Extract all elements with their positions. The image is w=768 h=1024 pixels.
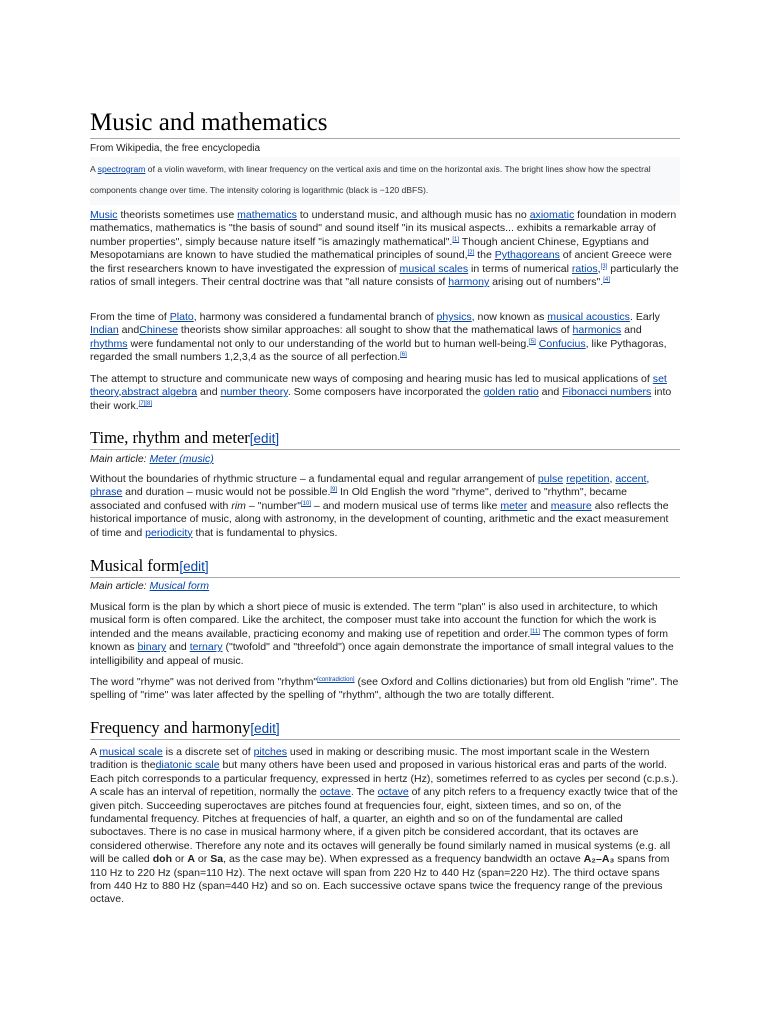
body-text: or — [194, 853, 211, 866]
body-text: of ancient Greece were the first researchers known to have investigated the expression of — [90, 249, 672, 275]
intro-paragraph-3 — [90, 373, 680, 413]
section-paragraph — [90, 473, 680, 540]
body-text: . The — [350, 786, 378, 799]
bold-text: A₂–A₃ — [583, 853, 615, 866]
reference-link[interactable]: [contradiction] — [317, 677, 355, 683]
section-paragraph — [90, 676, 680, 703]
inline-link-repetition[interactable]: repetition — [566, 473, 610, 485]
reference-link[interactable]: [9] — [330, 487, 338, 494]
section-heading-frequency-harmony — [90, 718, 680, 740]
inline-link-musical-scales[interactable]: musical scales — [399, 262, 469, 275]
inline-link-pitches[interactable]: pitches — [253, 746, 287, 758]
intro-paragraph-2 — [90, 311, 680, 365]
body-text: , harmony was considered a fundamental branch of — [193, 311, 437, 323]
body-text: were fundamental not only to our understanding of the world but to human well-being. — [127, 337, 530, 350]
inline-link-abstract-algebra[interactable]: abstract algebra — [121, 386, 198, 399]
inline-link-music[interactable]: Music — [90, 209, 118, 221]
section-title: Musical form — [90, 556, 180, 575]
inline-link-pythagoreans[interactable]: Pythagoreans — [494, 249, 560, 262]
inline-link-musical-scale[interactable]: musical scale — [99, 746, 163, 758]
reference-link[interactable]: [2] — [467, 250, 475, 257]
body-text: The attempt to structure and communicate new ways of composing and hearing music has led to musical applications of — [90, 373, 653, 385]
page-title: Music and mathematics — [90, 107, 680, 139]
section-title: Frequency and harmony — [90, 718, 251, 737]
body-text: – "number" — [245, 499, 301, 512]
body-text: . Early — [629, 311, 660, 323]
body-text: , — [118, 386, 122, 399]
body-text: From the time of — [90, 311, 170, 323]
body-text: A — [90, 746, 100, 758]
body-text: is a discrete set of — [162, 746, 254, 758]
body-text: , — [646, 473, 650, 485]
reference-marker[interactable] — [530, 629, 540, 635]
hatnote-link-meter-music[interactable]: Meter (music) — [149, 453, 214, 465]
reference-link[interactable]: [5] — [529, 338, 536, 345]
body-text: , — [609, 473, 616, 485]
reference-marker[interactable] — [317, 677, 354, 683]
body-text: , like Pythagoras, regarded the small numbers 1,2,3,4 as the source of all perfection. — [90, 337, 667, 364]
body-text: . Some composers have incorporated the — [287, 386, 484, 399]
body-text: spans from 110 Hz to 220 Hz (span=110 Hz). The next octave will span from 220 Hz to 440 Hz (span=220 Hz). The third octave spans from 440 Hz to 880 Hz (span=440 Hz) and so on. Each successive octave spans twice the frequency range of the previous octave. — [90, 853, 670, 906]
body-text: to understand music, and although music has no — [296, 209, 530, 221]
section-paragraph — [90, 746, 680, 907]
inline-link-harmony[interactable]: harmony — [448, 276, 490, 289]
inline-link-confucius[interactable]: Confucius — [538, 337, 586, 350]
body-text: and — [538, 386, 563, 399]
body-text: and — [527, 499, 551, 512]
body-text: – and modern musical use of terms like — [310, 499, 501, 512]
caption-link-spectrogram[interactable]: spectrogram — [97, 164, 146, 174]
inline-link-plato[interactable]: Plato — [169, 311, 194, 323]
reference-link[interactable]: [1] — [452, 236, 460, 243]
reference-link[interactable]: [4] — [603, 277, 610, 284]
body-text: The common types of form known as — [90, 627, 669, 654]
hatnote-prefix: Main article: — [90, 453, 150, 465]
inline-link-musical-acoustics[interactable]: musical acoustics — [547, 311, 630, 323]
section-heading-time-rhythm-meter — [90, 428, 680, 450]
body-text: also reflects the historical importance of music, along with astronomy, in the development of counting, arithmetic and the exact measurement of time and — [90, 499, 669, 539]
body-text: but many others have been used and proposed in various historical eras and parts of the world. Each pitch corresponds to a particular frequency, expressed in hertz (Hz), sometimes referred to as cycles per second (c.p.s.). A scale has an interval of repetition, normally the — [90, 759, 679, 799]
reference-marker[interactable] — [529, 339, 536, 345]
body-text: particularly the ratios of small integers. Their central doctrine was that "all nature consists of — [90, 262, 679, 289]
body-text: and — [118, 324, 140, 337]
inline-link-chinese[interactable]: Chinese — [139, 324, 178, 337]
body-text: the — [474, 249, 495, 262]
caption-lead: A — [90, 164, 98, 174]
body-text: , as the case may be). When expressed as a frequency bandwidth an octave — [223, 853, 584, 866]
body-text: and — [197, 386, 221, 399]
inline-link-phrase[interactable]: phrase — [90, 486, 123, 499]
reference-link[interactable]: [3] — [600, 263, 608, 270]
body-text: or — [172, 853, 188, 866]
reference-marker[interactable] — [400, 352, 407, 358]
body-text: arising out of numbers". — [489, 276, 604, 289]
body-text: theorists show similar approaches: all sought to show that the mathematical laws of — [177, 324, 573, 337]
inline-link-measure[interactable]: measure — [550, 499, 592, 512]
hatnote-link-musical-form[interactable]: Musical form — [149, 580, 210, 592]
bold-text: doh — [152, 853, 173, 866]
bold-text: Sa — [210, 853, 224, 866]
inline-link-diatonic-scale[interactable]: diatonic scale — [155, 759, 220, 772]
reference-marker[interactable] — [139, 401, 152, 407]
body-text: In Old English the word "rhyme", derived to "rhythm", became associated and confused with — [90, 486, 627, 512]
reference-link[interactable]: [6] — [400, 352, 407, 359]
inline-link-mathematics[interactable]: mathematics — [237, 209, 297, 221]
inline-link-octave[interactable]: octave — [377, 786, 409, 799]
inline-link-indian[interactable]: Indian — [90, 324, 119, 337]
inline-link-physics[interactable]: physics — [436, 311, 472, 323]
body-text: foundation in modern mathematics, mathematics is "the basis of sound" and sound itself "in its musical aspects... exhibits a remarkable array of number properties", simply because nature itself "is amazingly mathematical". — [90, 209, 677, 248]
body-text: into their work. — [90, 386, 672, 412]
body-text: , now known as — [471, 311, 548, 323]
caption-text: of a violin waveform, with linear frequency on the vertical axis and time on the horizontal axis. The bright lines show how the spectral components change over time. The intensity coloring is logarithmic (black is −120 dBFS). — [90, 164, 651, 195]
body-text: theorists sometimes use — [117, 209, 238, 221]
inline-link-number-theory[interactable]: number theory — [220, 386, 288, 399]
inline-link-set-theory[interactable]: set theory — [90, 373, 667, 399]
page-subtitle: From Wikipedia, the free encyclopedia — [90, 143, 261, 154]
inline-link-axiomatic[interactable]: axiomatic — [529, 209, 575, 221]
inline-link-periodicity[interactable]: periodicity — [145, 526, 193, 539]
reference-link[interactable]: [10] — [300, 500, 311, 507]
inline-link-pulse[interactable]: pulse — [537, 473, 564, 485]
inline-link-accent[interactable]: accent — [615, 473, 647, 485]
inline-link-ratios[interactable]: ratios — [571, 262, 598, 275]
inline-link-binary[interactable]: binary — [137, 641, 167, 654]
reference-marker[interactable] — [301, 501, 311, 507]
inline-link-harmonics[interactable]: harmonics — [572, 324, 622, 337]
body-text: and duration – music would not be possible. — [122, 486, 331, 499]
edit-link[interactable]: [edit] — [249, 431, 280, 446]
figure-caption — [90, 157, 680, 205]
edit-link[interactable]: [edit] — [179, 559, 209, 574]
inline-link-ternary[interactable]: ternary — [189, 641, 223, 654]
body-text: ("twofold" and "threefold") once again demonstrate the importance of small integral values to the intelligibility and appeal of music. — [90, 641, 674, 667]
bold-text: A — [187, 853, 195, 866]
body-text: Without the boundaries of rhythmic structure – a fundamental equal and regular arrangement of — [90, 473, 538, 485]
body-text: that is fundamental to physics. — [192, 526, 338, 539]
section-paragraph — [90, 601, 680, 668]
hatnote-meter — [90, 453, 680, 466]
body-text: in terms of numerical — [468, 262, 572, 275]
hatnote-musical-form — [90, 580, 680, 593]
reference-link[interactable]: [7][8] — [138, 400, 152, 407]
body-text: and — [621, 324, 642, 337]
reference-link[interactable]: [11] — [530, 628, 540, 635]
body-text: Though ancient Chinese, Egyptians and Mesopotamians are known to have studied the mathematical principles of sound, — [90, 235, 649, 262]
intro-paragraph-1 — [90, 209, 680, 289]
reference-marker[interactable] — [603, 277, 610, 283]
edit-link[interactable]: [edit] — [250, 721, 280, 736]
body-text: , — [597, 262, 601, 275]
inline-link-rhythms[interactable]: rhythms — [90, 337, 128, 350]
body-text: and — [166, 641, 190, 654]
section-title: Time, rhythm and meter — [90, 428, 250, 447]
section-heading-musical-form — [90, 556, 680, 578]
inline-link-fibonacci-numbers[interactable]: Fibonacci numbers — [562, 386, 652, 399]
hatnote-prefix: Main article: — [90, 580, 150, 592]
inline-link-meter[interactable]: meter — [500, 499, 528, 512]
body-text: used in making or describing music. The most important scale in the Western tradition is the — [90, 746, 650, 772]
inline-link-octave[interactable]: octave — [319, 786, 351, 799]
body-text: The word "rhyme" was not derived from "rhythm" — [90, 676, 318, 688]
body-text: Musical form is the plan by which a short piece of music is extended. The term "plan" is also used in architecture, to which musical form is often compared. Like the architect, the composer must take into account the function for which the work is intended and the means available, practicing economy and making use of repetition and order. — [90, 601, 658, 640]
body-text: (see Oxford and Collins dictionaries) but from old English "rime". The spelling of "rime" was later affected by the spelling of "rhythm", although the two are totally different. — [90, 676, 679, 702]
emphasis-text: rim — [231, 499, 246, 512]
inline-link-golden-ratio[interactable]: golden ratio — [483, 386, 539, 399]
body-text: of any pitch refers to a frequency exactly twice that of the given pitch. Succeeding superoctaves are pitches found at frequencies four, eight, sixteen times, and so on, of the fundamental frequency. Pitches at frequencies of half, a quarter, an eighth and so on of the fundamental are called suboctaves. There is no case in musical harmony where, if a given pitch be considered accordant, that its octaves are considered otherwise. Therefore any note and its octaves will generally be found similarly named in musical systems (e.g. all will be called — [90, 786, 678, 866]
